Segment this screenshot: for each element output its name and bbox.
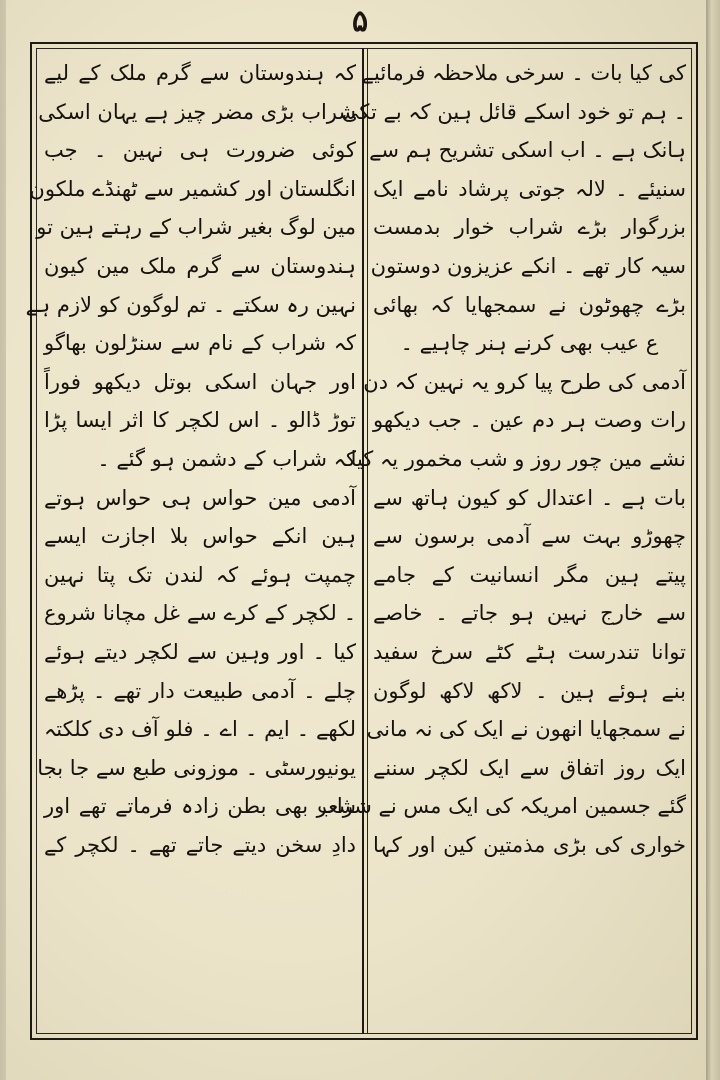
- text-line: سے خارج نہین ہو جاتے ۔ خاصے: [373, 601, 686, 626]
- text-line: بنے ہوئے ہین ۔ لاکھ لاکھ لوگون: [373, 678, 686, 703]
- text-line: اور جہان اسکی بوتل دیکھو فوراً: [44, 369, 356, 394]
- column-divider: [362, 48, 364, 1034]
- text-line: شراب بڑی مضر چیز ہے یہان اسکی: [38, 99, 356, 124]
- next-page-edge: [706, 0, 720, 1080]
- text-line: سنیئے ۔ لالہ جوتی پرشاد نامے ایک: [373, 176, 686, 201]
- text-line: رات وصت ہر دم عین ۔ جب دیکھو: [373, 408, 686, 433]
- text-line: چھوڑو بہت سے آدمی برسون سے: [373, 524, 686, 549]
- text-line: آدمی مین حواس ہی حواس ہوتے: [44, 485, 356, 510]
- text-line: توڑ ڈالو ۔ اس لکچر کا اثر ایسا پڑا: [44, 408, 356, 433]
- text-line: پیتے ہین مگر انسانیت کے جامے: [373, 562, 686, 587]
- text-line: کہ شراب کے دشمن ہو گئے ۔: [97, 446, 356, 471]
- text-line: ہین انکے حواس بلا اجازت ایسے: [44, 524, 356, 549]
- text-line: کی کیا بات ۔ سرخی ملاحظہ فرمائیے: [361, 61, 686, 85]
- text-line: نے سمجھایا انھون نے ایک کی نہ مانی: [366, 717, 686, 742]
- text-column-left: [25, 54, 356, 1028]
- text-line: شعر بھی بطن زادہ فرماتے تھے اور: [44, 794, 356, 819]
- text-line: نشے مین چور روز و شب مخمور یہ کیا: [350, 446, 686, 471]
- text-line: بڑے چھوٹون نے سمجھایا کہ بھائی: [373, 292, 686, 317]
- text-line: کیا ۔ اور وہین سے لکچر دیتے ہوئے: [44, 639, 356, 664]
- text-line: آدمی کی طرح پیا کرو یہ نہین کہ دن: [363, 369, 686, 394]
- page-number: ۵: [351, 4, 369, 39]
- verse-line: ع عیب بھی کرنے ہنر چاہیے ۔: [400, 331, 659, 356]
- text-line: ہندوستان سے گرم ملک مین کیون: [44, 253, 356, 278]
- text-line: گئے جسمین امریکہ کی ایک مس نے شراب: [317, 794, 686, 819]
- text-line: توانا تندرست ہٹے کٹے سرخ سفید: [373, 639, 686, 664]
- text-line: کہ ہندوستان سے گرم ملک کے لیے: [44, 61, 356, 85]
- text-line: دادِ سخن دیتے جاتے تھے ۔ لکچر کے: [44, 832, 356, 857]
- text-line: خواری کی بڑی مذمتین کین اور کہا: [373, 832, 686, 857]
- text-line: ۔ ہم تو خود اسکے قائل ہین کہ بے تکی: [341, 99, 686, 124]
- column-divider-inner: [367, 48, 368, 1034]
- text-line: چلے ۔ آدمی طبیعت دار تھے ۔ پڑھے: [44, 678, 356, 703]
- text-line: مین لوگ بغیر شراب کے رہتے ہین تو: [36, 215, 356, 240]
- text-line: بات ہے ۔ اعتدال کو کیون ہاتھ سے: [373, 485, 686, 510]
- text-line: کوئی ضرورت ہی نہین ۔ جب: [44, 138, 356, 163]
- text-line: انگلستان اور کشمیر سے ٹھنڈے ملکون: [29, 176, 356, 201]
- text-column-right: [317, 54, 686, 1028]
- text-line: ایک روز اتفاق سے ایک لکچر سننے: [373, 755, 686, 780]
- text-line: کہ شراب کے نام سے سنڑلون بھاگو: [44, 331, 356, 356]
- text-line: یونیورسٹی ۔ موزونی طبع سے جا بجا: [37, 755, 356, 780]
- text-line: چمپت ہوئے کہ لندن تک پتا نہین: [44, 562, 356, 587]
- text-line: نہین رہ سکتے ۔ تم لوگون کو لازم ہے: [25, 292, 356, 317]
- text-line: ۔ لکچر کے کرے سے غل مچانا شروع: [44, 601, 356, 626]
- text-line: لکھے ۔ ایم ۔ اے ۔ فلو آف دی کلکتہ: [44, 717, 356, 742]
- text-line: بزرگوار بڑے شراب خوار بدمست: [373, 215, 686, 240]
- text-line: سیہ کار تھے ۔ انکے عزیزون دوستون: [370, 253, 686, 278]
- text-line: ہانک ہے ۔ اب اسکی تشریح ہم سے: [369, 138, 686, 163]
